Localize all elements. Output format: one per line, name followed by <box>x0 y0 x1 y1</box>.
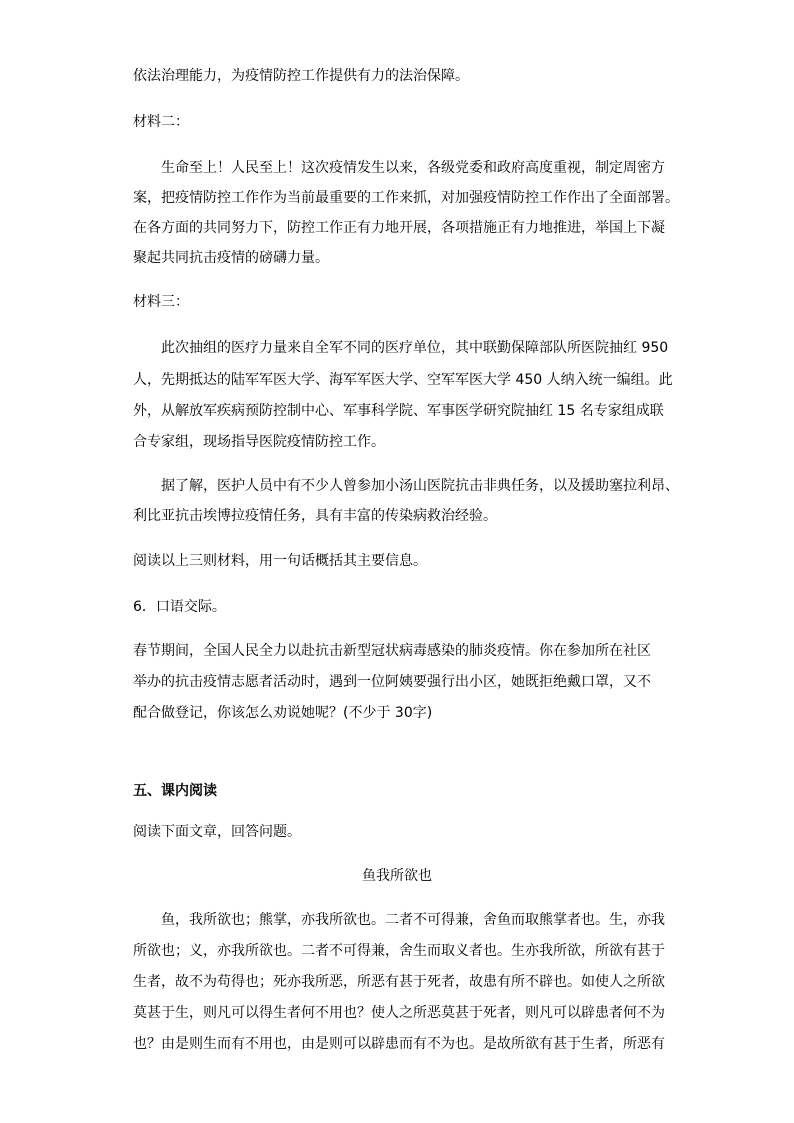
paragraph-line: 人，先期抵达的陆军军医大学、海军军医大学、空军军医大学 450 人纳入统一编组。此 <box>133 372 673 388</box>
paragraph-line: 外，从解放军疾病预防控制中心、军事科学院、军事医学研究院抽红 15 名专家组成联 <box>133 403 664 419</box>
article-line: 鱼，我所欲也；熊掌，亦我所欲也。二者不可得兼，舍鱼而取熊掌者也。生，亦我 <box>161 912 665 928</box>
instruction-line: 阅读下面文章，回答问题。 <box>133 824 301 840</box>
article-line: 莫甚于生，则凡可以得生者何不用也？使人之所恶莫甚于死者，则凡可以辟患者何不为 <box>133 1005 665 1021</box>
material-three-heading: 材料三： <box>133 294 189 310</box>
paragraph-line: 配合做登记，你该怎么劝说她呢？(不少于 30字) <box>133 705 433 721</box>
paragraph-line: 举办的抗击疫情志愿者活动时，遇到一位阿姨要强行出小区，她既拒绝戴口罩，又不 <box>133 674 651 690</box>
article-line: 也？由是则生而有不用也，由是则可以辟患而有不为也。是故所欲有甚于生者，所恶有 <box>133 1036 665 1052</box>
question-number: 6．口语交际。 <box>133 599 226 615</box>
question-prompt: 阅读以上三则材料，用一句话概括其主要信息。 <box>133 553 427 569</box>
paragraph-line: 此次抽组的医疗力量来自全军不同的医疗单位，其中联勤保障部队所医院抽红 950 <box>161 340 669 356</box>
paragraph-line: 合专家组，现场指导医院疫情防控工作。 <box>133 434 385 450</box>
article-line: 生者，故不为苟得也；死亦我所恶，所恶有甚于死者，故患有所不辟也。如使人之所欲 <box>133 974 665 990</box>
paragraph-line: 利比亚抗击埃博拉疫情任务，具有丰富的传染病救治经验。 <box>133 508 497 524</box>
paragraph-line: 案，把疫情防控工作作为当前最重要的工作来抓，对加强疫情防控工作作出了全面部署。 <box>133 190 679 206</box>
paragraph-line: 生命至上！人民至上！这次疫情发生以来，各级党委和政府高度重视，制定周密方 <box>161 160 665 176</box>
material-two-heading: 材料二： <box>133 114 189 130</box>
paragraph-line: 依法治理能力，为疫情防控工作提供有力的法治保障。 <box>133 68 469 84</box>
paragraph-line: 在各方面的共同努力下，防控工作正有力地开展，各项措施正有力地推进，举国上下凝 <box>133 220 665 236</box>
section-heading: 五、课内阅读 <box>133 783 217 799</box>
article-title: 鱼我所欲也 <box>362 868 432 884</box>
article-line: 所欲也；义，亦我所欲也。二者不可得兼，舍生而取义者也。生亦我所欲，所欲有甚于 <box>133 943 665 959</box>
paragraph-line: 据了解，医护人员中有不少人曾参加小汤山医院抗击非典任务，以及援助塞拉利昂、 <box>161 478 679 494</box>
paragraph-line: 聚起共同抗击疫情的磅礴力量。 <box>133 250 329 266</box>
paragraph-line: 春节期间，全国人民全力以赴抗击新型冠状病毒感染的肺炎疫情。你在参加所在社区 <box>133 643 651 659</box>
